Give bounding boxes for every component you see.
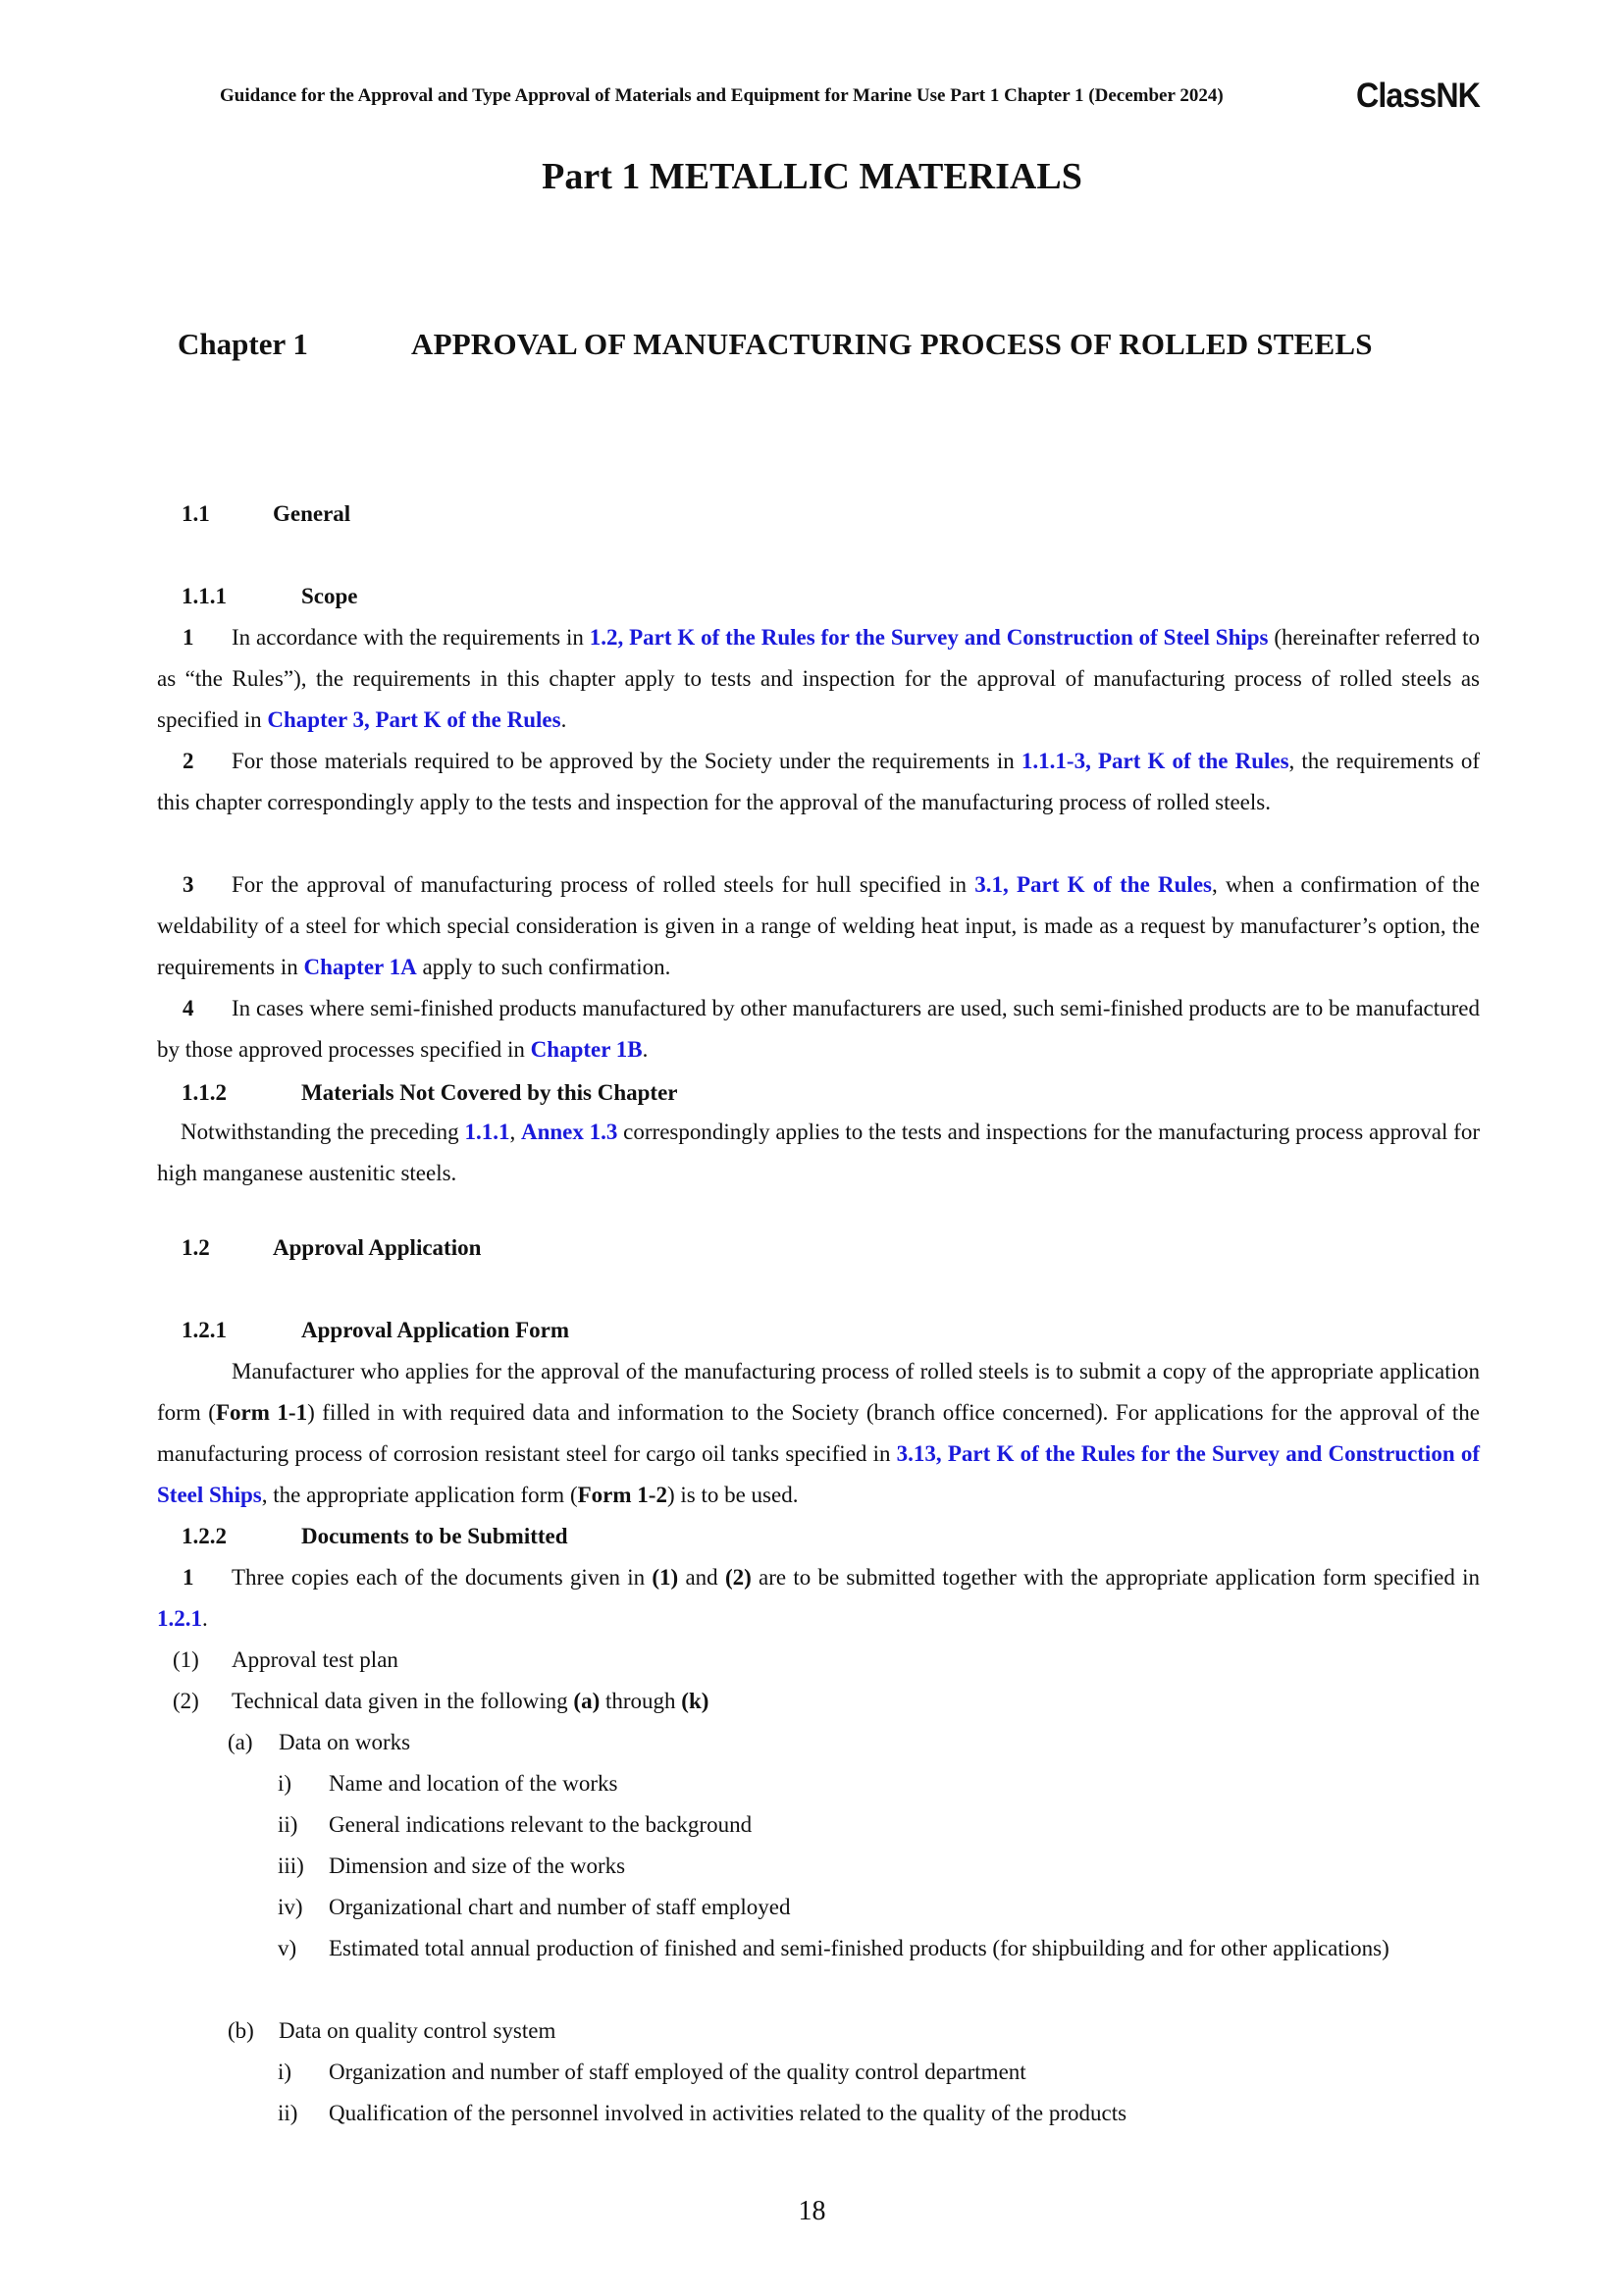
list-marker: i) xyxy=(278,1771,292,1796)
chapter-title: APPROVAL OF MANUFACTURING PROCESS OF ROLLED STEELS xyxy=(411,327,1373,361)
scope-paragraph-2: 2 For those materials required to be approved by the Society under the requirements in 1.1.1-3, Part K of the Rules, the requirements of this chapter correspondingly apply to the tests and inspection for the approval of the manufacturing process of rolled steels. xyxy=(157,741,1480,823)
section-1-2-number: 1.2 xyxy=(182,1235,210,1260)
section-1-1-title: General xyxy=(273,501,351,526)
page-number: 18 xyxy=(798,2196,826,2226)
scope-paragraph-4: 4 In cases where semi-finished products manufactured by other manufacturers are used, such semi-finished products are to be manufactured by those approved processes specified in Chapter 1B. xyxy=(157,988,1480,1070)
section-1-1-2-number: 1.1.2 xyxy=(182,1080,227,1105)
annex-reference-link[interactable]: Annex 1.3 xyxy=(520,1120,618,1144)
chapter-reference-link[interactable]: Chapter 1A xyxy=(303,955,417,979)
list-item-text: Estimated total annual production of finished and semi-finished products (for shipbuilding and for other applications) xyxy=(329,1936,1389,1960)
list-marker: v) xyxy=(278,1936,297,1960)
list-marker: ii) xyxy=(278,1812,298,1837)
section-reference-link[interactable]: 1.1.1 xyxy=(464,1120,510,1144)
rule-reference-link[interactable]: 3.13, Part K of the Rules for the Survey and Construction of Steel Ships xyxy=(157,1441,1480,1507)
section-1-2-2-number: 1.2.2 xyxy=(182,1524,227,1548)
list-marker: iv) xyxy=(278,1895,303,1919)
application-form-paragraph: Manufacturer who applies for the approval of the manufacturing process of rolled steels is to submit a copy of the appropriate application form (Form 1-1) filled in with required data and information to the Society (branch office concerned). For applications for the approval of the manufacturing process of corrosion resistant steel for cargo oil tanks specified in 3.13, Part K of the Rules for the Survey and Construction of Steel Ships, the appropriate application form (Form 1-2) is to be used. xyxy=(157,1359,1481,1507)
classnk-logo: ClassNK xyxy=(1356,77,1480,115)
list-marker: i) xyxy=(278,2060,292,2084)
section-1-1-2-title: Materials Not Covered by this Chapter xyxy=(301,1080,678,1105)
part-title: Part 1 METALLIC MATERIALS xyxy=(542,156,1082,197)
paragraph-number: 4 xyxy=(183,996,194,1020)
list-marker: (b) xyxy=(228,2018,254,2043)
section-1-2-title: Approval Application xyxy=(273,1235,482,1260)
paragraph-number: 3 xyxy=(183,872,194,897)
materials-not-covered-paragraph: Notwithstanding the preceding 1.1.1, Annex 1.3 correspondingly applies to the tests and inspections for the manufacturing process approval for high manganese austenitic steels. xyxy=(157,1120,1481,1185)
paragraph-number: 1 xyxy=(183,1565,194,1590)
documents-paragraph-1: 1 Three copies each of the documents given in (1) and (2) are to be submitted together with the appropriate application form specified in 1.2.1. xyxy=(157,1557,1480,1640)
section-1-1-1-number: 1.1.1 xyxy=(182,584,227,608)
rule-reference-link[interactable]: Chapter 3, Part K of the Rules xyxy=(267,707,561,732)
running-header xyxy=(216,77,1482,116)
form-reference: Form 1-1 xyxy=(215,1400,308,1425)
list-marker: (2) xyxy=(173,1689,199,1713)
list-marker: (1) xyxy=(173,1647,199,1672)
section-reference-link[interactable]: 1.2.1 xyxy=(157,1606,202,1631)
rule-reference-link[interactable]: 1.1.1-3, Part K of the Rules xyxy=(1021,749,1289,773)
section-1-2-1-title: Approval Application Form xyxy=(301,1318,570,1342)
chapter-reference-link[interactable]: Chapter 1B xyxy=(530,1037,643,1062)
list-marker: (a) xyxy=(228,1730,253,1754)
section-1-2-1-number: 1.2.1 xyxy=(182,1318,227,1342)
rule-reference-link[interactable]: 3.1, Part K of the Rules xyxy=(974,872,1212,897)
section-1-1-number: 1.1 xyxy=(182,501,210,526)
running-title: Guidance for the Approval and Type Approval of Materials and Equipment for Marine Use Part 1 Chapter 1 (December 2024) xyxy=(220,85,1224,106)
scope-paragraph-3: 3 For the approval of manufacturing process of rolled steels for hull specified in 3.1, Part K of the Rules, when a confirmation of the weldability of a steel for which special consideration is given in a range of welding heat input, is made as a request by manufacturer’s option, the requirements in Chapter 1A apply to such confirmation. xyxy=(157,864,1480,988)
list-marker: ii) xyxy=(278,2101,298,2125)
rule-reference-link[interactable]: 1.2, Part K of the Rules for the Survey and Construction of Steel Ships xyxy=(589,625,1269,650)
scope-paragraph-1: 1 In accordance with the requirements in 1.2, Part K of the Rules for the Survey and Construction of Steel Ships (hereinafter referred to as “the Rules”), the requirements in this chapter apply to tests and inspection for the approval of manufacturing process of rolled steels as specified in Chapter 3, Part K of the Rules. xyxy=(157,617,1480,741)
paragraph-number: 2 xyxy=(183,749,194,773)
section-1-2-2-title: Documents to be Submitted xyxy=(301,1524,568,1548)
paragraph-number: 1 xyxy=(183,625,194,650)
section-1-1-1-title: Scope xyxy=(301,584,358,608)
chapter-number: Chapter 1 xyxy=(178,327,308,361)
form-reference: Form 1-2 xyxy=(577,1483,667,1507)
list-marker: iii) xyxy=(278,1853,304,1878)
